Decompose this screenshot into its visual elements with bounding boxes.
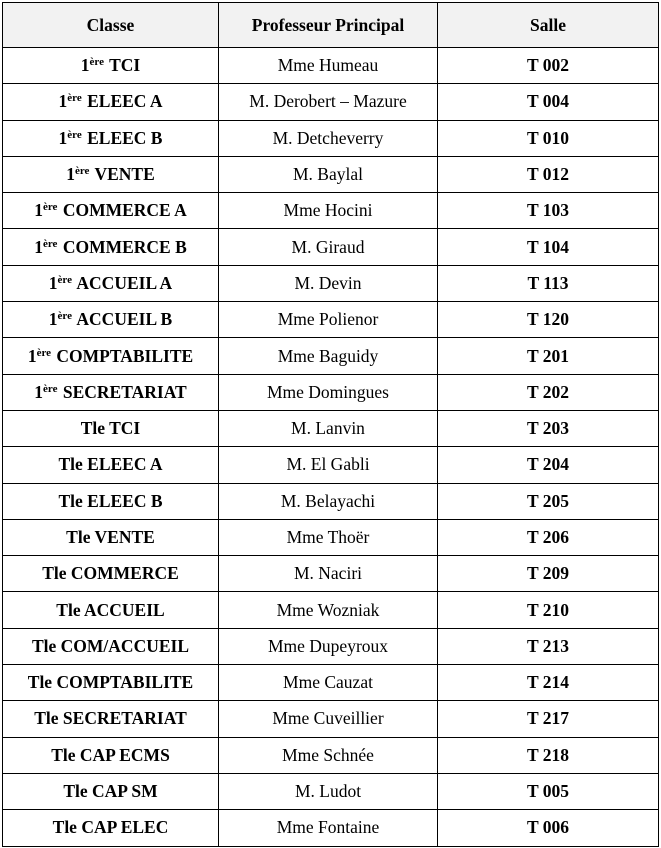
cell-professeur-principal: M. Belayachi <box>219 483 438 519</box>
classe-level-superscript: ère <box>89 56 104 69</box>
classe-name: TCI <box>109 55 141 76</box>
cell-professeur-principal: M. Giraud <box>219 229 438 265</box>
classe-level-superscript: ère <box>57 273 72 286</box>
cell-classe <box>3 193 219 229</box>
classe-name: Tle CAP SM <box>63 781 158 802</box>
classe-name: ELEEC B <box>87 127 163 148</box>
cell-classe <box>3 302 219 338</box>
cell-salle: T 002 <box>438 48 659 84</box>
classe-level-superscript: ère <box>67 128 82 141</box>
table-row <box>3 773 659 809</box>
cell-classe <box>3 338 219 374</box>
table-row <box>3 701 659 737</box>
classe-name: Tle ELEEC A <box>58 454 163 475</box>
table-row <box>3 665 659 701</box>
cell-classe <box>3 556 219 592</box>
classe-name: Tle CAP ELEC <box>52 817 169 838</box>
classe-name: COMMERCE A <box>62 200 187 221</box>
cell-classe <box>3 665 219 701</box>
cell-professeur-principal: M. El Gabli <box>219 447 438 483</box>
table-row <box>3 120 659 156</box>
cell-professeur-principal: Mme Dupeyroux <box>219 628 438 664</box>
classe-level: 1 <box>34 381 44 402</box>
cell-salle: T 218 <box>438 737 659 773</box>
cell-professeur-principal: M. Derobert – Mazure <box>219 84 438 120</box>
classe-name: SECRETARIAT <box>62 381 187 402</box>
classe-level-superscript: ère <box>74 165 90 178</box>
cell-salle: T 209 <box>438 556 659 592</box>
classe-name: ACCUEIL B <box>76 309 173 330</box>
cell-salle: T 213 <box>438 628 659 664</box>
cell-professeur-principal: Mme Fontaine <box>219 810 438 846</box>
cell-salle: T 203 <box>438 410 659 446</box>
classe-name: ELEEC A <box>87 91 163 112</box>
table-row <box>3 265 659 301</box>
cell-classe <box>3 628 219 664</box>
table-row <box>3 556 659 592</box>
table-row <box>3 229 659 265</box>
table-body <box>3 48 659 847</box>
classe-level: 1 <box>66 164 75 185</box>
cell-classe <box>3 265 219 301</box>
table-row <box>3 737 659 773</box>
cell-salle: T 204 <box>438 447 659 483</box>
cell-salle: T 217 <box>438 701 659 737</box>
classe-name: ACCUEIL A <box>76 272 173 293</box>
cell-classe <box>3 701 219 737</box>
cell-salle: T 205 <box>438 483 659 519</box>
classe-name: COMMERCE B <box>62 236 187 257</box>
cell-professeur-principal: M. Detcheverry <box>219 120 438 156</box>
cell-professeur-principal: Mme Cuveillier <box>219 701 438 737</box>
cell-classe <box>3 229 219 265</box>
cell-professeur-principal: Mme Hocini <box>219 193 438 229</box>
table-row <box>3 84 659 120</box>
header-classe: Classe <box>3 3 219 48</box>
cell-professeur-principal: M. Ludot <box>219 773 438 809</box>
header-salle: Salle <box>438 3 659 48</box>
classe-name: Tle CAP ECMS <box>51 744 170 765</box>
cell-salle: T 201 <box>438 338 659 374</box>
cell-professeur-principal: M. Baylal <box>219 156 438 192</box>
cell-salle: T 006 <box>438 810 659 846</box>
table-row <box>3 519 659 555</box>
cell-professeur-principal: M. Devin <box>219 265 438 301</box>
classe-level: 1 <box>58 91 68 112</box>
classe-name: Tle COMMERCE <box>42 563 179 584</box>
classe-name: Tle ACCUEIL <box>56 599 165 620</box>
cell-salle: T 202 <box>438 374 659 410</box>
classe-level: 1 <box>80 55 90 76</box>
classe-name: Tle SECRETARIAT <box>34 708 187 729</box>
table-row <box>3 374 659 410</box>
classe-level: 1 <box>34 236 43 257</box>
table-row <box>3 302 659 338</box>
classe-name: Tle COMPTABILITE <box>27 672 194 693</box>
cell-salle: T 103 <box>438 193 659 229</box>
cell-classe <box>3 483 219 519</box>
table-row <box>3 48 659 84</box>
table-row <box>3 193 659 229</box>
classe-name: Tle COM/ACCUEIL <box>31 635 189 656</box>
classe-level-superscript: ère <box>43 382 58 395</box>
classe-level-superscript: ère <box>67 92 82 105</box>
classe-level: 1 <box>58 127 68 148</box>
cell-salle: T 206 <box>438 519 659 555</box>
cell-classe <box>3 737 219 773</box>
cell-professeur-principal: M. Naciri <box>219 556 438 592</box>
cell-classe <box>3 120 219 156</box>
cell-professeur-principal: M. Lanvin <box>219 410 438 446</box>
classe-level: 1 <box>48 272 58 293</box>
cell-professeur-principal: Mme Polienor <box>219 302 438 338</box>
cell-salle: T 120 <box>438 302 659 338</box>
cell-classe <box>3 810 219 846</box>
cell-classe <box>3 48 219 84</box>
table-row <box>3 483 659 519</box>
classe-name: VENTE <box>94 164 155 185</box>
classe-level: 1 <box>27 345 37 366</box>
cell-professeur-principal: Mme Schnée <box>219 737 438 773</box>
cell-professeur-principal: Mme Cauzat <box>219 665 438 701</box>
table-row <box>3 628 659 664</box>
classe-level-superscript: ère <box>57 310 72 323</box>
cell-classe <box>3 592 219 628</box>
classe-level-superscript: ère <box>42 237 58 250</box>
cell-professeur-principal: Mme Humeau <box>219 48 438 84</box>
cell-classe <box>3 773 219 809</box>
table-row <box>3 447 659 483</box>
cell-professeur-principal: Mme Baguidy <box>219 338 438 374</box>
class-table <box>2 2 659 847</box>
classe-name: Tle VENTE <box>66 527 155 547</box>
cell-classe <box>3 374 219 410</box>
table-row <box>3 156 659 192</box>
table-row <box>3 410 659 446</box>
table-row <box>3 810 659 846</box>
cell-classe <box>3 84 219 120</box>
cell-classe <box>3 410 219 446</box>
cell-salle: T 010 <box>438 120 659 156</box>
cell-professeur-principal: Mme Wozniak <box>219 592 438 628</box>
cell-salle: T 210 <box>438 592 659 628</box>
classe-level: 1 <box>48 309 58 330</box>
cell-salle: T 005 <box>438 773 659 809</box>
cell-salle: T 113 <box>438 265 659 301</box>
cell-salle: T 004 <box>438 84 659 120</box>
cell-salle: T 012 <box>438 156 659 192</box>
table-row <box>3 592 659 628</box>
cell-salle: T 214 <box>438 665 659 701</box>
cell-professeur-principal: Mme Domingues <box>219 374 438 410</box>
cell-salle: T 104 <box>438 229 659 265</box>
classe-name: COMPTABILITE <box>56 345 194 366</box>
cell-classe <box>3 156 219 192</box>
classe-name: Tle TCI <box>80 418 141 439</box>
classe-name: Tle ELEEC B <box>58 490 163 511</box>
classe-level-superscript: ère <box>36 346 52 359</box>
table-header-row <box>3 3 659 48</box>
classe-level: 1 <box>34 200 43 221</box>
cell-professeur-principal: Mme Thoër <box>219 519 438 555</box>
cell-classe <box>3 447 219 483</box>
table-row <box>3 338 659 374</box>
cell-classe <box>3 519 219 555</box>
classe-level-superscript: ère <box>42 201 58 214</box>
header-professeur-principal: Professeur Principal <box>219 3 438 48</box>
